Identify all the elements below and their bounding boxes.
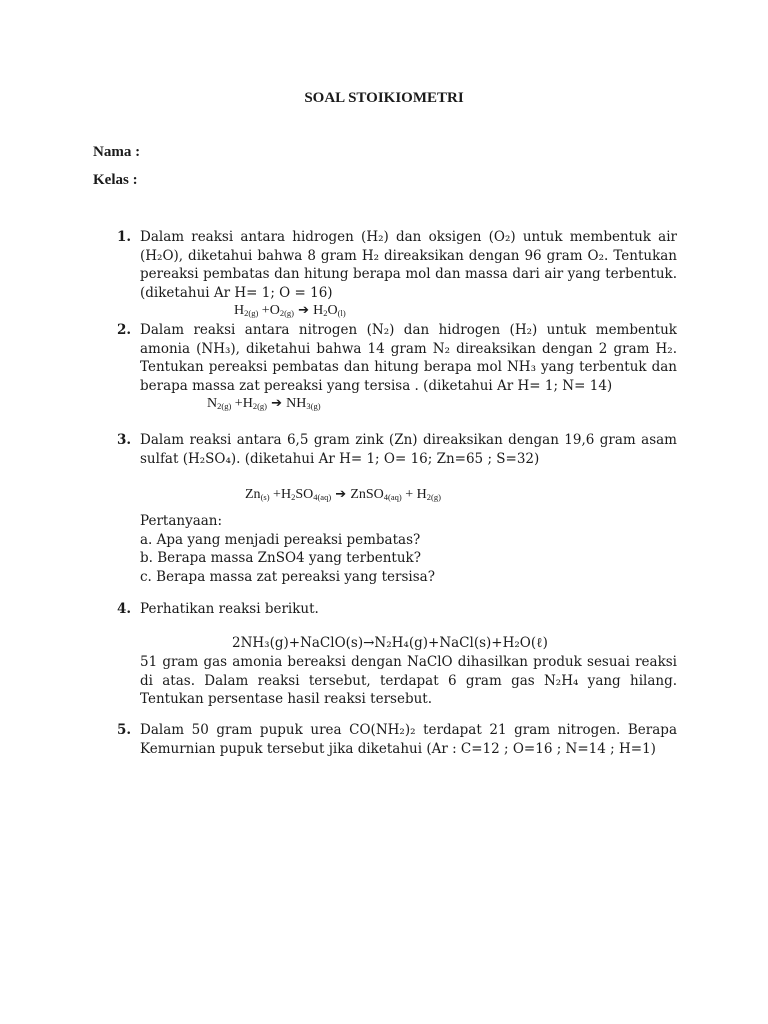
equation-1: $H_{2(g)} +O_{2(g)}$ ➔ $H_2O_{(l)}$ <box>234 303 346 318</box>
question-5 <box>117 721 677 758</box>
kelas-label: Kelas : <box>93 172 138 188</box>
question-4-body <box>117 653 677 709</box>
question-number: 5. <box>117 722 132 738</box>
question-number: 1. <box>117 229 132 245</box>
question-text: 51 gram gas amonia bereaksi dengan NaClO dihasilkan produk sesuai reaksi di atas. Dalam reaksi tersebut, terdapat 6 gram gas N₂H₄ yang hilang. Tentukan persentase hasil reaksi tersebut. <box>140 654 677 708</box>
question-4 <box>117 600 677 619</box>
question-text: Dalam 50 gram pupuk urea CO(NH₂)₂ terdapat 21 gram nitrogen. Berapa Kemurnian pupuk tersebut jika diketahui (Ar : C=12 ; O=16 ; N=14 ; H=1) <box>140 722 677 757</box>
question-number: 2. <box>117 322 132 338</box>
pertanyaan-label: Pertanyaan: <box>140 513 223 529</box>
subquestion-b: b. Berapa massa ZnSO4 yang terbentuk? <box>140 550 421 567</box>
question-number: 4. <box>117 601 132 617</box>
equation-3: $Zn_{(s)} +H_2SO_{4(aq)}$ ➔ ZnSO$_{4(aq)}$ + $H_{2(g)}$ <box>245 487 441 502</box>
question-2 <box>117 321 677 395</box>
equation-4: 2NH₃(g)+NaClO(s)→N₂H₄(g)+NaCl(s)+H₂O(ℓ) <box>232 635 548 651</box>
arrow-icon: ➔ <box>331 487 351 502</box>
question-intro: Perhatikan reaksi berikut. <box>140 601 319 617</box>
question-text: Dalam reaksi antara nitrogen (N₂) dan hidrogen (H₂) untuk membentuk amonia (NH₃), diketahui bahwa 14 gram N₂ direaksikan dengan 2 gram H₂. Tentukan pereaksi pembatas dan hitung berapa mol NH₃ yang terbentuk dan berapa massa zat pereaksi yang tersisa . (diketahui Ar H= 1; N= 14) <box>140 322 677 394</box>
question-1 <box>117 228 677 302</box>
arrow-icon: ➔ <box>266 396 287 411</box>
nama-label: Nama : <box>93 144 141 160</box>
subquestion-c: c. Berapa massa zat pereaksi yang tersisa? <box>140 568 435 585</box>
question-text: Dalam reaksi antara hidrogen (H₂) dan oksigen (O₂) untuk membentuk air (H₂O), diketahui bahwa 8 gram H₂ direaksikan dengan 96 gram O₂. Tentukan pereaksi pembatas dan hitung berapa mol dan massa dari air yang terbentuk. (diketahui Ar H= 1; O = 16) <box>140 229 677 301</box>
question-number: 3. <box>117 432 132 448</box>
equation-2: $N_{2(g)} +H_{2(g)}$ ➔ $NH_{3(g)}$ <box>207 396 321 411</box>
question-text: Dalam reaksi antara 6,5 gram zink (Zn) direaksikan dengan 19,6 gram asam sulfat (H₂SO₄). (diketahui Ar H= 1; O= 16; Zn=65 ; S=32) <box>140 432 677 467</box>
document-title: SOAL STOIKIOMETRI <box>304 90 464 106</box>
arrow-icon: ➔ <box>293 303 314 318</box>
question-3 <box>117 431 677 468</box>
question-3-subquestions <box>117 512 677 586</box>
subquestion-a: a. Apa yang menjadi pereaksi pembatas? <box>140 531 421 548</box>
